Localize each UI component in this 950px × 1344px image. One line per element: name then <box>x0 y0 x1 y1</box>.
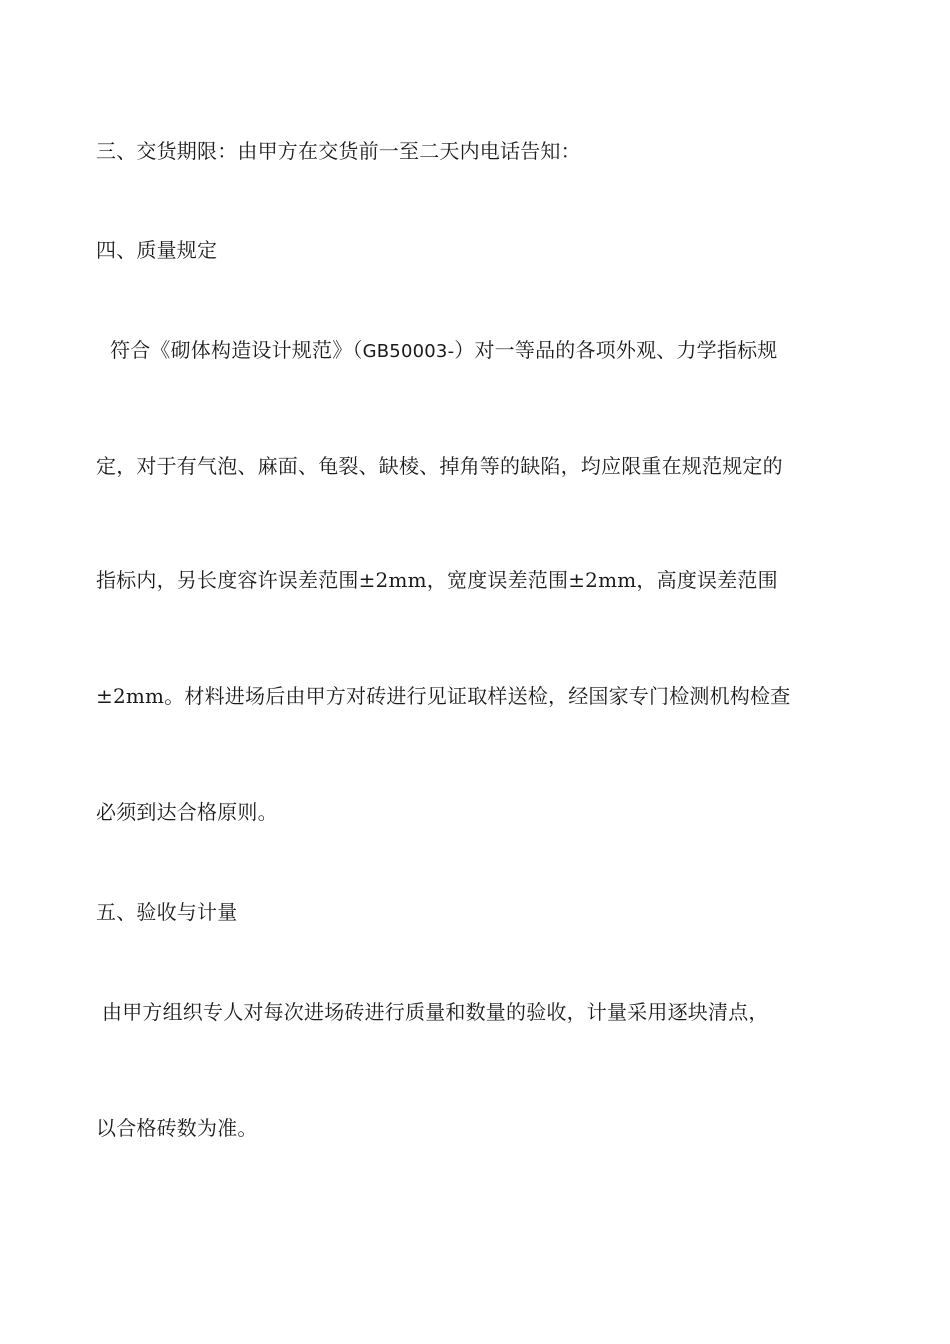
section-4-paragraph-line-1 <box>110 336 777 366</box>
paragraph-text: 定，对于有气泡、麻面、龟裂、缺棱、掉角等的缺陷，均应限重在规范规定的 <box>96 454 783 478</box>
paragraph-text: ）对一等品的各项外观、力学指标规 <box>454 338 778 362</box>
paragraph-text: 符合《砌体构造设计规范》（ <box>110 338 363 362</box>
section-5-heading <box>96 898 237 926</box>
section-4-paragraph-line-3 <box>96 566 778 594</box>
section-5-paragraph-line-2 <box>96 1114 258 1142</box>
paragraph-text: 必须到达合格原则。 <box>96 800 278 824</box>
section-4-heading-text: 四、质量规定 <box>96 238 218 262</box>
section-4-paragraph-line-4 <box>96 682 790 710</box>
section-4-heading <box>96 236 217 264</box>
paragraph-text: 以合格砖数为准。 <box>96 1116 258 1140</box>
section-5-heading-text: 五、验收与计量 <box>96 900 238 924</box>
section-4-paragraph-line-5 <box>96 798 278 826</box>
section-3-heading <box>96 137 581 165</box>
standard-code: GB50003- <box>362 341 455 362</box>
section-3-heading-text: 三、交货期限：由甲方在交货前一至二天内电话告知： <box>96 139 581 163</box>
paragraph-text: 指标内，另长度容许误差范围±2mm，宽度误差范围±2mm，高度误差范围 <box>96 568 778 592</box>
paragraph-text: ±2mm。材料进场后由甲方对砖进行见证取样送检，经国家专门检测机构检查 <box>96 684 791 708</box>
paragraph-text: 由甲方组织专人对每次进场砖进行质量和数量的验收，计量采用逐块清点， <box>102 1000 769 1024</box>
section-5-paragraph-line-1 <box>102 998 769 1026</box>
section-4-paragraph-line-2 <box>96 452 783 480</box>
